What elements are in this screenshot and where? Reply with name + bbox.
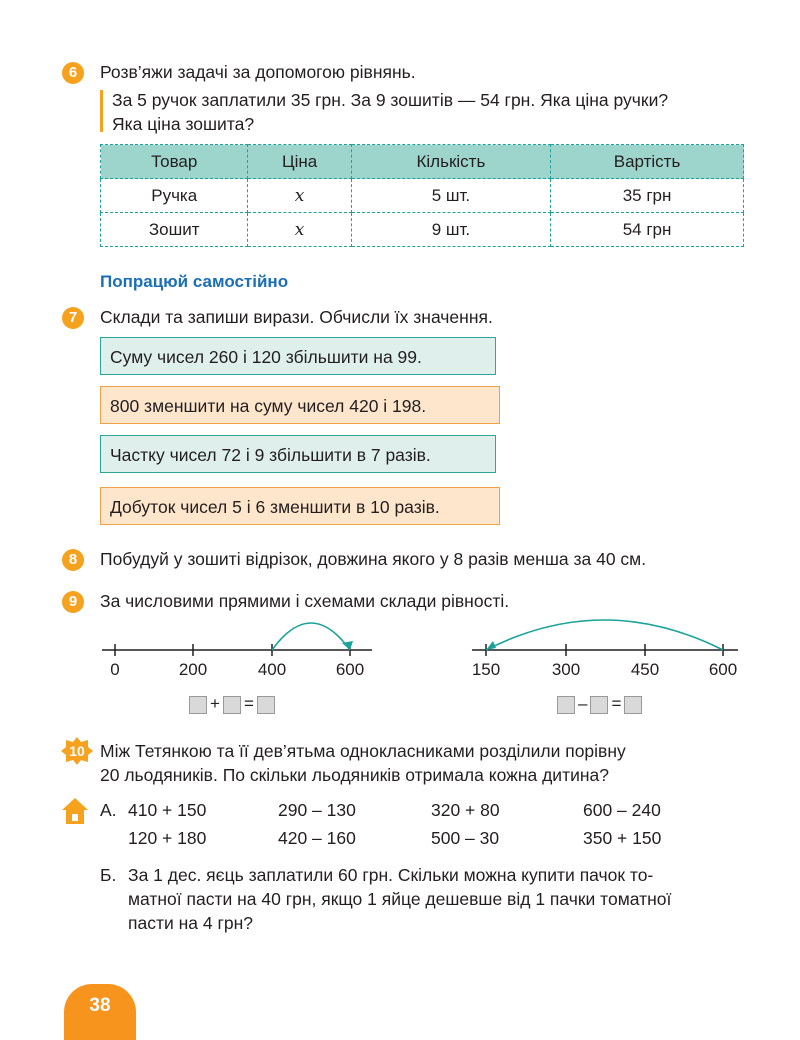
table-cell: x [248, 213, 351, 247]
task6-problem-line1: За 5 ручок заплатили 35 грн. За 9 зошитів — 54 грн. Яка ціна ручки? [112, 90, 669, 110]
arrow-head-icon [486, 641, 496, 650]
hw-expression: 420 – 160 [278, 828, 356, 848]
answer-square[interactable] [223, 696, 241, 714]
answer-square[interactable] [557, 696, 575, 714]
hw-b-line3: пасти на 4 грн? [128, 913, 253, 933]
hw-expression: 500 – 30 [431, 828, 500, 848]
table-header-row [101, 145, 744, 179]
hw-expression: 120 + 180 [128, 828, 207, 848]
table-row [101, 179, 744, 213]
jump-arc-1 [272, 623, 350, 650]
tick-label: 200 [178, 660, 208, 679]
hw-expression: 350 + 150 [583, 828, 662, 848]
problem-bar [100, 90, 103, 132]
page-number: 38 [64, 984, 136, 1040]
tick-label: 0 [110, 660, 120, 679]
home-icon [61, 797, 89, 825]
hw-expression: 410 + 150 [128, 800, 207, 820]
table-header: Товар [101, 145, 248, 179]
answer-square[interactable] [590, 696, 608, 714]
task-number-10: 10 [69, 743, 85, 759]
task-number-8: 8 [62, 549, 84, 571]
table-header: Кількість [351, 145, 550, 179]
table-header: Вартість [551, 145, 744, 179]
tick-label: 400 [257, 660, 287, 679]
task10-line1: Між Тетянкою та її дев’ятьма однокласниками розділили порівну [100, 741, 626, 761]
hw-a-label: А. [100, 800, 117, 820]
hw-expression: 290 – 130 [278, 800, 356, 820]
section-title: Попрацюй самостійно [100, 272, 289, 291]
table-header: Ціна [248, 145, 351, 179]
operator: – [578, 694, 588, 713]
answer-square[interactable] [257, 696, 275, 714]
table-cell: 9 шт. [351, 213, 550, 247]
table-cell: 5 шт. [351, 179, 550, 213]
task10-line2: 20 льодяників. По скільки льодяників отримала кожна дитина? [100, 765, 609, 785]
tick-label: 600 [335, 660, 365, 679]
task6-instruction: Розв’яжи задачі за допомогою рівнянь. [100, 62, 416, 82]
expression-box: Частку чисел 72 і 9 збільшити в 7 разів. [100, 435, 496, 473]
tick-label: 450 [630, 660, 660, 679]
operator: = [611, 694, 622, 713]
hw-b-label: Б. [100, 865, 117, 885]
equation-scheme-1 [189, 694, 275, 714]
tick-label: 600 [708, 660, 738, 679]
operator: = [243, 694, 254, 713]
operator: + [210, 694, 220, 713]
answer-square[interactable] [189, 696, 207, 714]
task6-problem-line2: Яка ціна зошита? [112, 114, 255, 134]
goods-table [100, 144, 744, 247]
hw-expression: 320 + 80 [431, 800, 500, 820]
table-cell: 35 грн [551, 179, 744, 213]
number-lines [0, 610, 800, 670]
table-cell: 54 грн [551, 213, 744, 247]
tick-label: 300 [551, 660, 581, 679]
table-cell: Ручка [101, 179, 248, 213]
answer-square[interactable] [624, 696, 642, 714]
task-number-7: 7 [62, 307, 84, 329]
expression-box: Суму чисел 260 і 120 збільшити на 99. [100, 337, 496, 375]
hw-b-line1: За 1 дес. яєць заплатили 60 грн. Скільки можна купити пачок то- [128, 865, 654, 885]
task7-instruction: Склади та запиши вирази. Обчисли їх значення. [100, 307, 493, 327]
expression-box: Добуток чисел 5 і 6 зменшити в 10 разів. [100, 487, 500, 525]
equation-scheme-2 [557, 694, 642, 714]
table-cell: x [248, 179, 351, 213]
task9-text: За числовими прямими і схемами склади рівності. [100, 591, 510, 611]
hw-b-line2: матної пасти на 40 грн, якщо 1 яйце дешевше від 1 пачки томатної [128, 889, 672, 909]
task-number-9: 9 [62, 591, 84, 613]
table-cell: Зошит [101, 213, 248, 247]
tick-label: 150 [471, 660, 501, 679]
expression-box: 800 зменшити на суму чисел 420 і 198. [100, 386, 500, 424]
hw-expression: 600 – 240 [583, 800, 661, 820]
task8-text: Побудуй у зошиті відрізок, довжина якого у 8 разів менша за 40 см. [100, 549, 647, 569]
jump-arc-2 [486, 620, 723, 650]
table-row [101, 213, 744, 247]
task-number-6: 6 [62, 62, 84, 84]
